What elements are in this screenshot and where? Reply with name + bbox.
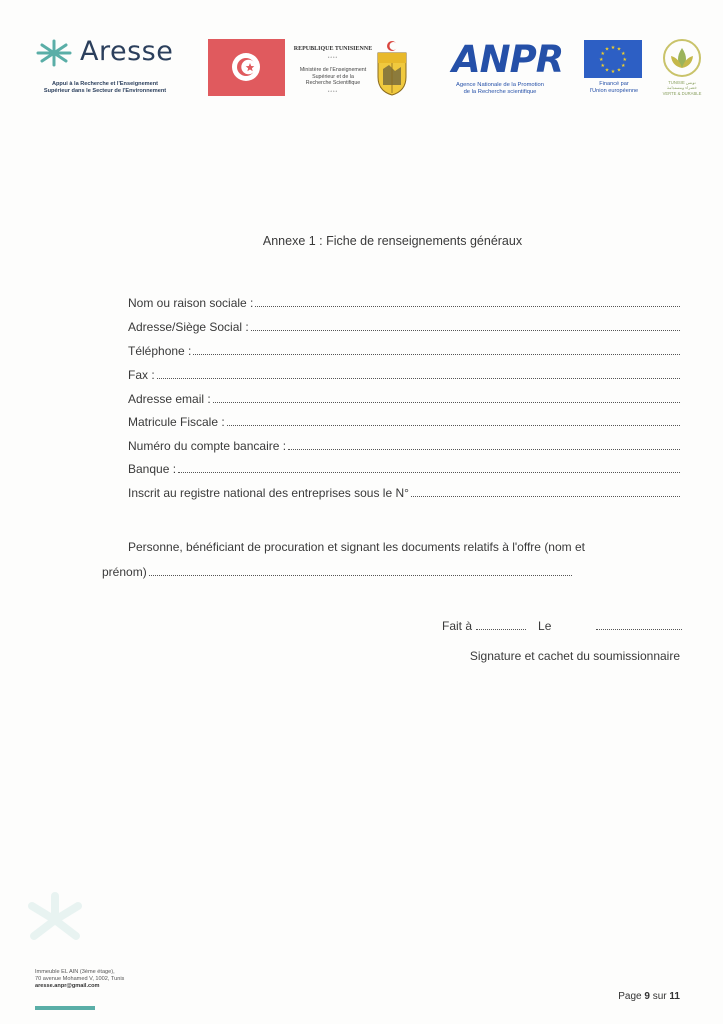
fait-a-label: Fait à <box>442 619 473 633</box>
footer-address <box>35 969 175 989</box>
field-label: Matricule Fiscale : <box>128 415 225 429</box>
field-compte-bancaire[interactable] <box>128 437 680 453</box>
field-fill-line[interactable] <box>213 399 680 403</box>
footer-email[interactable]: aresse.anpr@gmail.com <box>35 982 100 989</box>
aresse-leaf-icon <box>34 39 74 67</box>
aresse-subtitle-line-2: Supérieur dans le Secteur de l'Environnement <box>43 88 167 94</box>
proxy-name-label: prénom) <box>102 565 147 579</box>
field-fill-line[interactable] <box>255 303 680 307</box>
page-total: 11 <box>669 991 680 1002</box>
ministry-line-2: Supérieur et de la <box>312 73 354 80</box>
green-leaf-circle-icon <box>662 38 702 78</box>
fait-a-place-line[interactable] <box>476 626 526 630</box>
field-fill-line[interactable] <box>288 446 680 450</box>
field-label: Numéro du compte bancaire : <box>128 439 287 453</box>
footer-address-line-2: 70 avenue Mohamed V, 1002, Tunis <box>35 975 125 982</box>
anpr-logo <box>440 38 564 102</box>
anpr-subtitle <box>440 82 560 96</box>
svg-text:★: ★ <box>600 51 605 57</box>
field-label: Banque : <box>128 462 177 476</box>
coat-of-arms-icon <box>375 39 409 97</box>
proxy-name-row[interactable] <box>102 563 572 579</box>
svg-text:★: ★ <box>610 45 616 51</box>
anpr-subtitle-line-1: Agence Nationale de la Promotion <box>456 82 544 88</box>
eu-logo <box>582 40 646 100</box>
proxy-name-fill-line[interactable] <box>149 572 572 576</box>
aresse-subtitle <box>30 81 180 95</box>
field-label: Inscrit au registre national des entreprises sous le N° <box>128 486 409 500</box>
field-fill-line[interactable] <box>227 422 680 426</box>
footer-accent-bar <box>35 1006 95 1010</box>
fait-a-row[interactable] <box>442 617 682 633</box>
field-adresse-siege[interactable] <box>128 318 680 334</box>
le-label: Le <box>538 619 552 633</box>
svg-text:★: ★ <box>598 57 604 63</box>
aresse-subtitle-line-1: Appui à la Recherche et l'Enseignement <box>51 81 159 87</box>
tunisia-ministry-logo <box>208 39 408 99</box>
svg-text:★: ★ <box>621 63 626 69</box>
field-label: Nom ou raison sociale : <box>128 296 254 310</box>
aresse-name: Aresse <box>80 36 174 67</box>
tunisie-verte-caption <box>660 80 704 96</box>
stars-bottom: **** <box>327 89 339 94</box>
field-registre-national[interactable] <box>128 484 680 500</box>
field-matricule-fiscale[interactable] <box>128 413 680 429</box>
anpr-name: ANPR <box>452 38 564 81</box>
stars-top: **** <box>327 55 339 60</box>
svg-text:★: ★ <box>616 46 622 53</box>
tv-line-1: TUNISIE تونس <box>668 80 696 85</box>
field-label: Téléphone : <box>128 344 192 358</box>
ministry-label <box>288 67 378 87</box>
tv-line-3: VERTE & DURABLE <box>662 90 702 96</box>
signature-label: Signature et cachet du soumissionnaire <box>469 649 680 663</box>
aresse-logo <box>30 36 180 100</box>
footer-address-line-1: Immeuble EL AIN (3ème étage), <box>35 969 115 975</box>
document-title: Annexe 1 : Fiche de renseignements généraux <box>262 234 523 248</box>
page-separator: sur <box>652 991 667 1002</box>
field-adresse-email[interactable] <box>128 390 680 406</box>
proxy-statement: Personne, bénéficiant de procuration et signant les documents relatifs à l'offre (nom et <box>128 540 585 554</box>
eu-caption-line-1: Financé par <box>599 81 629 87</box>
field-fill-line[interactable] <box>193 351 680 355</box>
field-label: Adresse/Siège Social : <box>128 320 249 334</box>
tunisie-verte-logo <box>660 38 704 100</box>
field-telephone[interactable] <box>128 342 680 358</box>
svg-text:★: ★ <box>621 51 626 57</box>
page-prefix: Page <box>618 991 642 1002</box>
republic-label: REPUBLIQUE TUNISIENNE <box>293 46 373 52</box>
field-label: Adresse email : <box>128 392 211 406</box>
field-label: Fax : <box>128 368 155 382</box>
page-current: 9 <box>644 991 650 1002</box>
field-nom-raison-sociale[interactable] <box>128 294 680 310</box>
svg-text:★: ★ <box>604 67 610 74</box>
date-fill-line[interactable] <box>596 626 682 630</box>
anpr-subtitle-line-2: de la Recherche scientifique <box>463 89 537 95</box>
eu-caption-line-2: l'Union européenne <box>589 88 639 94</box>
eu-caption <box>582 81 646 95</box>
tv-line-2: خضراء ومستدامة <box>667 85 697 91</box>
field-fill-line[interactable] <box>157 375 680 379</box>
field-fill-line[interactable] <box>178 469 680 473</box>
ministry-line-1: Ministère de l'Enseignement <box>299 67 367 73</box>
eu-flag-icon <box>584 40 642 78</box>
page-number <box>560 991 680 1002</box>
svg-text:★: ★ <box>622 57 628 63</box>
field-fill-line[interactable] <box>251 327 680 331</box>
ministry-line-3: Recherche Scientifique <box>305 80 361 86</box>
watermark-leaf-icon <box>20 890 90 950</box>
tunisia-flag-icon <box>208 39 285 96</box>
field-banque[interactable] <box>128 460 680 476</box>
svg-text:★: ★ <box>604 46 610 53</box>
field-fill-line[interactable] <box>411 493 680 497</box>
svg-text:★: ★ <box>610 69 616 75</box>
svg-text:★: ★ <box>600 63 605 69</box>
svg-text:★: ★ <box>616 67 622 74</box>
field-fax[interactable] <box>128 366 680 382</box>
